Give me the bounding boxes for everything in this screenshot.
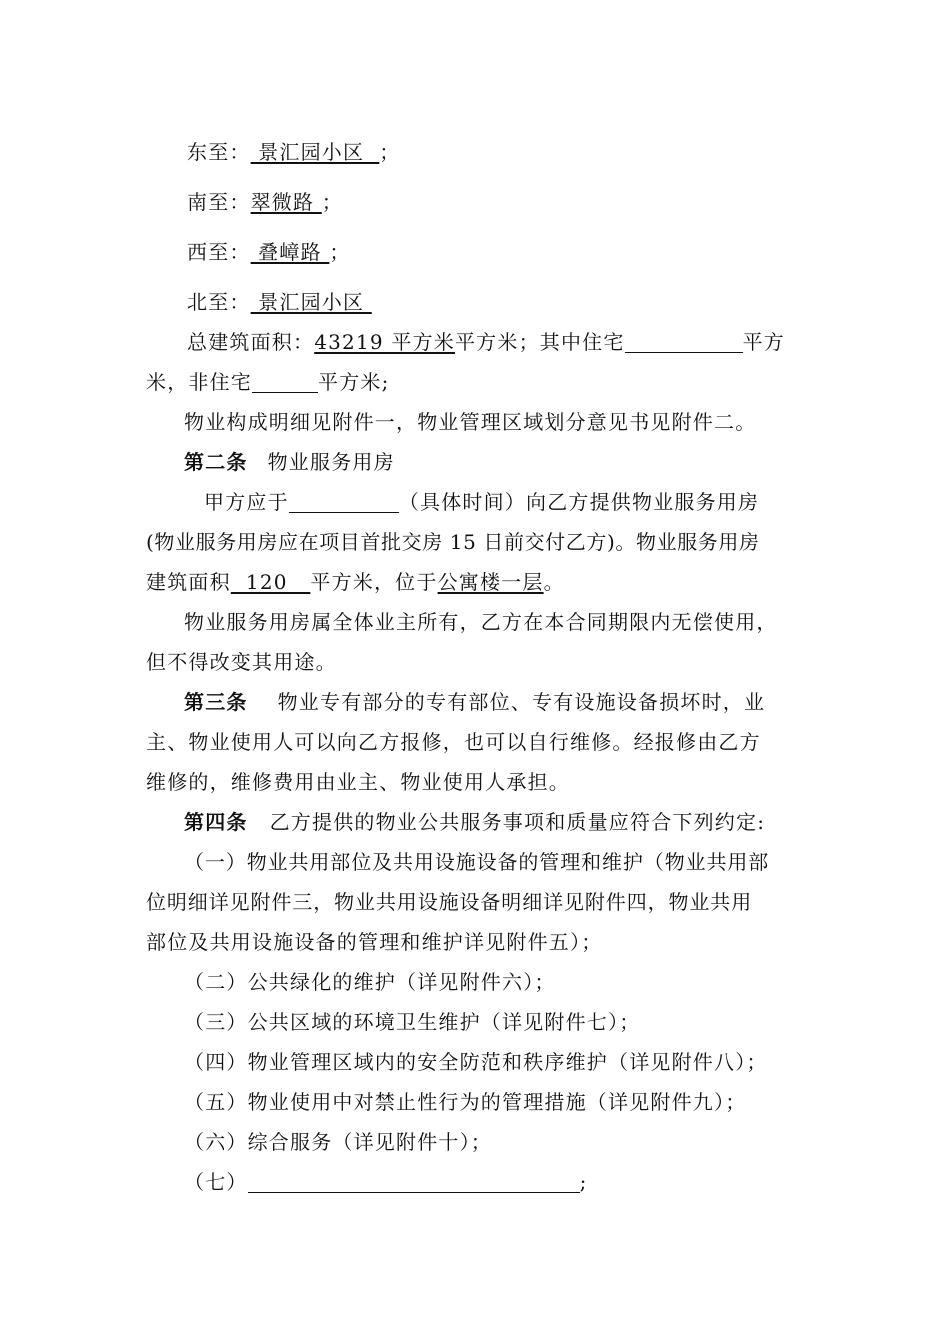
article2-p1-line3-start: 建筑面积 [146,570,231,594]
area-unit-a: 平方 [742,330,785,354]
nonresidential-area-blank [252,372,318,393]
boundary-east [187,138,401,166]
area-value: 43219 平方米 [314,330,455,354]
south-value: 翠微路 [250,190,322,214]
article2-p1-line3-end: 。 [543,570,565,594]
article3-line1 [184,688,765,716]
item7-end: ; [579,1170,588,1194]
article4-item1-line3: 部位及共用设施设备的管理和维护详见附件五）； [146,930,603,954]
article3-line3: 维修的，维修费用由业主、物业使用人承担。 [146,770,570,794]
item7-label: （七） [184,1170,248,1194]
boundary-north [187,288,372,316]
article4-item6: （六）综合服务（详见附件十）； [184,1130,492,1154]
article2-p1-line2: (物业服务用房应在项目首批交房 15 日前交付乙方)。物业服务用房 [146,530,760,554]
area-label: 总建筑面积： [187,330,315,354]
article4-intro-line [184,808,765,836]
boundary-west [187,238,351,266]
article3-heading: 第三条 [184,690,248,714]
north-label: 北至： [187,290,251,314]
item7-blank [248,1172,580,1193]
north-value: 景汇园小区 [250,290,372,314]
south-end: ； [321,190,343,214]
article2-p2-line1: 物业服务用房属全体业主所有，乙方在本合同期限内无偿使用， [184,610,778,634]
article2-p1-end: （具体时间）向乙方提供物业服务用房 [398,490,760,514]
residential-area-blank [625,332,743,353]
article2-heading: 第二条 [184,450,248,474]
article4-intro: 乙方提供的物业公共服务事项和质量应符合下列约定: [269,810,766,834]
area-line-1 [187,328,785,356]
article2-p1-start: 甲方应于 [204,490,289,514]
article2-title: 物业服务用房 [267,450,395,474]
article4-item2: （二）公共绿化的维护（详见附件六）； [184,970,556,994]
article3-text-1: 物业专有部分的专有部位、专有设施设备损坏时，业 [277,690,766,714]
article3-line2: 主、物业使用人可以向乙方报修，也可以自行维修。经报修由乙方 [146,730,761,754]
east-value: 景汇园小区 [250,140,380,164]
area-line2-start: 米，非住宅 [146,370,252,394]
article4-item1-line2: 位明细详见附件三，物业共用设施设备明细详见附件四，物业共用 [146,890,753,914]
article4-item7 [184,1168,588,1196]
article4-heading: 第四条 [184,810,248,834]
article2-p1-line1 [204,488,759,516]
article2-heading-line [184,448,395,476]
west-value: 叠嶂路 [250,240,330,264]
area-line-2 [146,368,390,396]
area-after-value: 平方米；其中住宅 [454,330,625,354]
article4-item3: （三）公共区域的环境卫生维护（详见附件七）； [184,1010,641,1034]
article4-item4: （四）物业管理区域内的安全防范和秩序维护（详见附件八）； [184,1050,768,1074]
article4-item1-line1: （一）物业共用部位及共用设施设备的管理和维护（物业共用部 [184,850,770,874]
west-label: 西至： [187,240,251,264]
service-room-area: 120 [230,570,311,594]
article4-item5: （五）物业使用中对禁止性行为的管理措施（详见附件九）； [184,1090,747,1114]
composition-note: 物业构成明细见附件一，物业管理区域划分意见书见附件二。 [184,410,757,434]
boundary-south [187,188,343,216]
service-room-location: 公寓楼一层 [437,570,544,594]
article2-p2-line2: 但不得改变其用途。 [146,650,337,674]
handover-date-blank [289,492,399,513]
south-label: 南至： [187,190,251,214]
area-line2-end: 平方米; [318,370,390,394]
article2-p1-line3 [146,568,565,596]
west-end: ； [329,240,351,264]
east-label: 东至： [187,140,251,164]
east-end: ； [379,140,401,164]
article2-p1-line3-mid: 平方米，位于 [310,570,438,594]
